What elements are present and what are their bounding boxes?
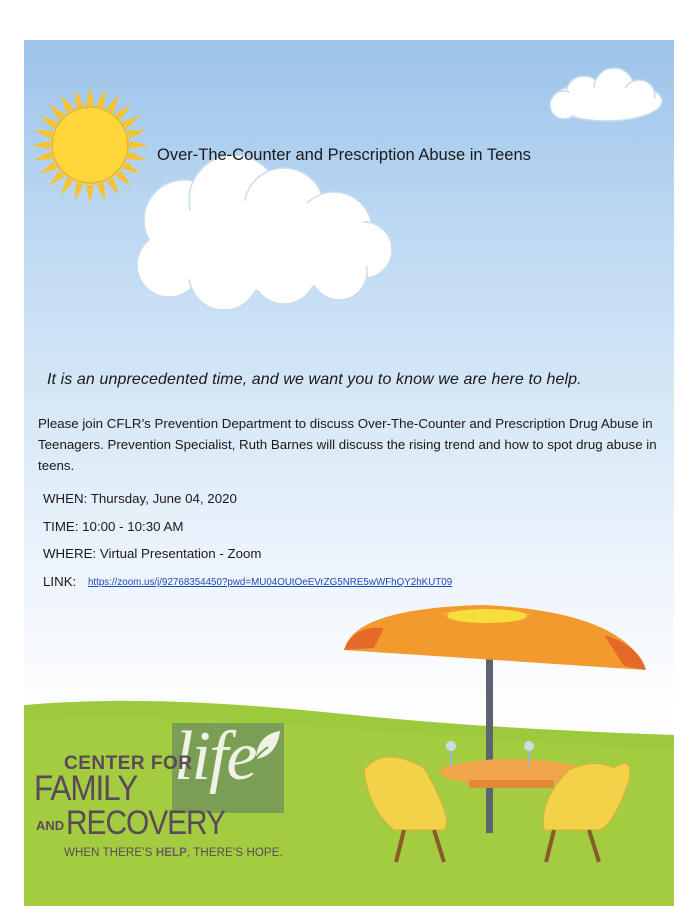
- logo-family: FAMILY: [34, 769, 138, 808]
- logo-center-for: CENTER FOR: [64, 753, 193, 774]
- logo-life-word: life: [174, 718, 256, 795]
- slogan-help: HELP: [155, 847, 187, 859]
- event-date: WHEN: Thursday, June 04, 2020: [43, 491, 237, 506]
- tagline: It is an unprecedented time, and we want you to know we are here to help.: [47, 371, 582, 388]
- event-location: WHERE: Virtual Presentation - Zoom: [43, 546, 262, 561]
- logo-and: AND: [36, 818, 65, 833]
- event-link-row: [43, 574, 452, 589]
- logo-recovery: RECOVERY: [66, 804, 225, 842]
- sun-icon: [32, 87, 148, 203]
- event-flyer: [24, 40, 674, 906]
- slogan-part-1: WHEN THERE’S: [64, 847, 156, 859]
- link-label: LINK:: [43, 574, 77, 589]
- event-description: Please join CFLR’s Prevention Department to discuss Over-The-Counter and Prescription Drug Abuse in Teenagers. Prevention Specialist, Ruth Barnes will discuss the rising trend and how to spot drug abuse in teens.: [38, 416, 657, 473]
- event-time: TIME: 10:00 - 10:30 AM: [43, 519, 184, 534]
- event-title: Over-The-Counter and Prescription Abuse in Teens: [157, 146, 531, 164]
- logo-slogan: [64, 847, 283, 859]
- slogan-part-2: , THERE’S HOPE.: [186, 847, 283, 859]
- zoom-link[interactable]: https://zoom.us/j/92768354450?pwd=MU04OUtOeEVrZG5NRE5wWFhQY2hKUT09: [87, 577, 453, 588]
- cflr-logo: [34, 718, 304, 863]
